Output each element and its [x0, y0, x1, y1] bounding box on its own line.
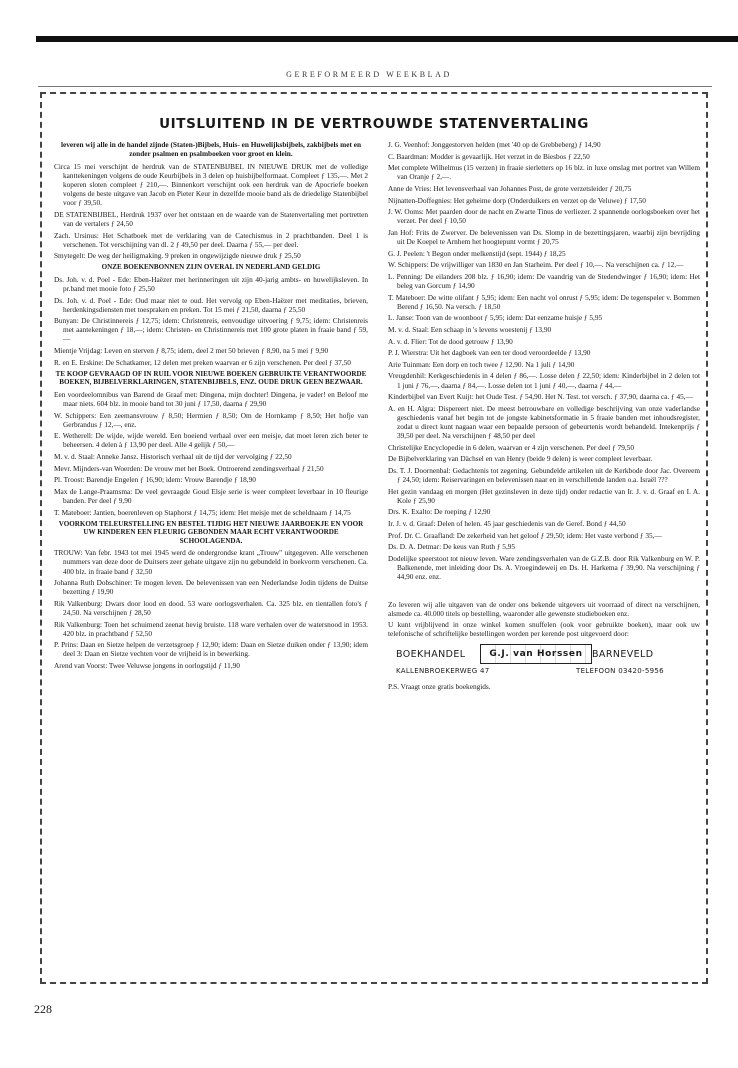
book-listing: Kinderbijbel van Evert Kuijt: het Oude Test. ƒ 54,90. Het N. Test. tot versch. ƒ 37,90, daarna ca. ƒ 45,—	[388, 392, 693, 402]
top-rule	[36, 36, 738, 42]
book-listing: Johanna Ruth Dobschiner: Te mogen leven. De belevenissen van een Nederlandse Jodin tijdens de Duitse bezetting ƒ 19,90	[54, 578, 368, 597]
book-listing: Het gezin vandaag en morgen (Het gezinsleven in deze tijd) onder redactie van Ir. J. v. d. Graaf en I. A. Kole ƒ 25,90	[388, 486, 700, 505]
book-listing: Pl. Troost: Barendje Engelen ƒ 16,90; idem: Vrouw Barendje ƒ 18,90	[54, 475, 256, 485]
page-number: 228	[34, 1002, 52, 1016]
book-listing: Ds. Joh. v. d. Poel - Ede: Oud maar niet te oud. Het vervolg op Eben-Haëzer met meditaties, brieven, herdenkingsdiensten met toespraken en preken. Tot 15 mei ƒ 21,50, daarna ƒ 25,50	[54, 295, 368, 314]
book-listing: L. Janse: Toon van de woonboot ƒ 5,95; idem: Dat eenzame huisje ƒ 5,95	[388, 313, 603, 323]
shop-address-line	[388, 667, 700, 678]
book-listing: Circa 15 mei verschijnt de herdruk van de STATENBIJBEL IN NIEUWE DRUK met de volledige kanttekeningen volgens de oude Keurbijbels in 3 delen op huisbijbelformaat. Compleet ƒ 135,—. Met 2 koperen sloten compleet ƒ 210,—. Binnenkort verschijnt ook een herdruk van de Apocriefe boeken volgens de beste uitgave van Jacob en Pieter Keur in dezelfde mooie band als de driedelige Statenbijbel voor ƒ 39,50.	[54, 162, 368, 208]
book-listing: Nijnatten-Doffegnies: Het geheime dorp (Onderduikers en verzet op de Veluwe) ƒ 17,50	[388, 195, 646, 205]
closing-paragraph: Zo leveren wij alle uitgaven van de onder ons bekende uitgevers uit voorraad of direct na verschijnen, alsmede ca. 40.000 titels op bestelling, waaronder alle gewenste studieboeken enz.	[388, 599, 700, 618]
book-listing: Max de Lange-Praamsma: De veel gevraagde Goud Elsje serie is weer compleet leverbaar in 10 fleurige banden. Per deel ƒ 9,90	[54, 486, 368, 505]
section-heading: VOORKOM TELEURSTELLING EN BESTEL TIJDIG HET NIEUWE JAARBOEKJE EN VOOR UW KINDEREN EEN FLEURIG GEBONDEN MAAR ECHT VERANTWOORDE SCHOOLAGENDA.	[58, 519, 364, 545]
section-heading: TE KOOP GEVRAAGD OF IN RUIL VOOR NIEUWE BOEKEN GEBRUIKTE VERANTWOORDE BOEKEN, BIJBELVERKLARINGEN, STATENBIJBELS, ENZ. OUDE DRUK GEEN BEZWAAR.	[55, 369, 367, 387]
book-listing: M. v. d. Staal: Anneke Jansz. Historisch verhaal uit de tijd der vervolging ƒ 22,50	[54, 451, 292, 461]
shop-stamp	[388, 644, 700, 666]
book-listing: Ds. T. J. Doornenbal: Gedachtenis tot zegening. Gebundelde artikelen uit de Kerkbode door Jac. Overeem ƒ 24,50; idem: Reiservaringen en belevenissen naar en in verschillende landen o.a. Israël ???	[388, 465, 700, 484]
book-listing: Vreugdenhil: Kerkgeschiedenis in 4 delen ƒ 86,—. Losse delen ƒ 22,50; idem: Kinderbijbel in 2 delen tot 1 juni ƒ 76,—, daarna ƒ 84,—. Losse delen tot 1 juni ƒ 40,—, daarna ƒ 44,—	[388, 371, 700, 390]
book-listing: Prof. Dr. C. Graafland: De zekerheid van het geloof ƒ 29,50; idem: Het vaste verbond ƒ 35,—	[388, 530, 662, 540]
right-column	[388, 140, 700, 694]
shop-phone: TELEFOON 03420-5956	[576, 667, 664, 676]
left-column	[54, 140, 368, 673]
book-listing: Zach. Ursinus: Het Schatboek met de verklaring van de Catechismus in 2 prachtbanden. Deel 1 is verschenen. Tot verschijning van dl. 2 ƒ 49,50 per deel. Daarna ƒ 55,— per deel.	[54, 230, 368, 249]
book-listing: T. Mateboer: De witte olifant ƒ 5,95; idem: Een nacht vol onrust ƒ 5,95; idem: De tegenspeler v. Bommen Berend ƒ 16,50. Na versch. ƒ 18,50	[388, 292, 700, 311]
closing-paragraph: U kunt vrijblijvend in onze winkel komen snuffelen (ook voor gebruikte boeken), maar ook uw telefonische of schriftelijke bestellingen worden per kerende post uitgevoerd door:	[388, 620, 700, 639]
book-listing: Een voordeelomnibus van Barend de Graaf met: Dingena, mijn dochter! Dingena, je vader! en Beloof me maar niets. 604 blz. in mooie band tot 30 juni ƒ 17,50, daarna ƒ 29,90	[54, 389, 368, 408]
advert-headline: UITSLUITEND IN DE VERTROUWDE STATENVERTALING	[159, 116, 589, 132]
book-listing: W. Schippers: De vrijwilliger van 1830 en Jan Starheim. Per deel ƒ 10,—. Na verschijnen ca. ƒ 12,—	[388, 260, 684, 270]
postscript: P.S. Vraagt onze gratis boekengids.	[388, 682, 491, 692]
book-listing: R. en E. Erskine: De Schatkamer, 12 delen met preken waarvan er 6 zijn verschenen. Per deel ƒ 37,50	[54, 357, 351, 367]
shop-logo: G.J. van Horssen	[480, 644, 592, 664]
book-listing: P. J. Wierstra: Uit het dagboek van een ter dood veroordeelde ƒ 13,90	[388, 348, 591, 358]
book-listing: Ir. J. v. d. Graaf: Delen of helen. 45 jaar geschiedenis van de Geref. Bond ƒ 44,50	[388, 518, 626, 528]
book-listing: Met complete Wilhelmus (15 verzen) in fraaie sierletters op 16 blz. in luxe omslag met portret van Willem van Oranje ƒ 2,—.	[388, 163, 700, 182]
book-listing: W. Schippers: Een zeemansvrouw ƒ 8,50; Hermien ƒ 8,50; Om de Hornkamp ƒ 8,50; Het hofje van Gerbrandus ƒ 12,—, enz.	[54, 410, 368, 429]
book-listing: M. v. d. Staal: Een schaap in 's levens woestenij ƒ 13,90	[388, 324, 552, 334]
book-listing: Ds. Joh. v. d. Poel - Ede: Eben-Haëzer met herinneringen uit zijn 40-jarig ambts- en huwelijksleven. In pr.band met mooie foto ƒ 25,50	[54, 274, 368, 293]
section-heading: ONZE BOEKENBONNEN ZIJN OVERAL IN NEDERLAND GELDIG	[101, 263, 321, 272]
book-listing: Arie Tuinman: Een dorp en toch twee ƒ 12,90. Na 1 juli ƒ 14,90	[388, 359, 575, 369]
book-listing: T. Mateboer: Jantien, boerenleven op Staphorst ƒ 14,75; idem: Het meisje met de scheldnaam ƒ 14,75	[54, 507, 351, 517]
book-listing: Mientje Vrijdag: Leven en sterven ƒ 8,75; idem, deel 2 met 50 brieven ƒ 8,90, na 5 mei ƒ 9,90	[54, 346, 329, 356]
book-listing: Rik Valkenburg: Dwars door lood en dood. 53 ware oorlogsverhalen. Ca. 325 blz. en tientallen foto's ƒ 24,50. Na verschijnen ƒ 28,50	[54, 598, 368, 617]
book-listing: Anne de Vries: Het levensverhaal van Johannes Post, de grote verzetsleider ƒ 20,75	[388, 183, 632, 193]
book-listing: P. Prins: Daan en Sietze helpen de verzetsgroep ƒ 12,90; idem: Daan en Sietze duiken onder ƒ 13,90; idem deel 3: Daan en Sietze vechten voor de vrijheid is in bewerking.	[54, 640, 368, 659]
book-listing: J. W. Ooms: Met paarden door de nacht en Zwarte Tinus de verliezer. 2 spannende oorlogsboeken over het verzet. Per deel ƒ 10,50	[388, 207, 700, 226]
book-listing: A. en H. Algra: Dispereert niet. De meest betrouwbare en volledige beschrijving van onze vaderlandse geschiedenis vanaf het begin tot de jongste kabinetsformatie in 5 fraaie banden met inhoudsregister, zodat u direct kunt nagaan waar een bepaalde persoon of gebeurtenis wordt behandeld. Intekenprijs ƒ 39,50 per deel. Na verschijnen ƒ 48,50 per deel	[388, 403, 700, 440]
book-listing: TROUW: Van febr. 1943 tot mei 1945 werd de ondergrondse krant „Trouw" uitgegeven. Alle verschenen nummers van deze door de Duitsers zeer gehate uitgave zijn nu gebundeld in boekvorm verschenen. Ca. 400 blz. in fraaie band ƒ 32,50	[54, 548, 368, 576]
book-listing: E. Wetherell: De wijde, wijde wereld. Een boeiend verhaal over een meisje, dat moet leren zich beter te beheersen. 4 delen à ƒ 13,90 per deel. Alle 4 gelijk ƒ 50,—	[54, 431, 368, 450]
shop-label: BOEKHANDEL	[396, 649, 466, 661]
book-listing: Jan Hof: Frits de Zwerver. De belevenissen van Ds. Slomp in de bezettingsjaren, waarbij zijn bevrijding uit De Koepel te Arnhem het hoogtepunt vormt ƒ 20,75	[388, 227, 700, 246]
book-listing: G. J. Peelen: 't Begon onder melkenstijd (sept. 1944) ƒ 18,25	[388, 248, 566, 258]
book-listing: A. v. d. Flier: Tot de dood getrouw ƒ 13,90	[388, 336, 513, 346]
magazine-header: GEREFORMEERD WEEKBLAD	[286, 70, 452, 79]
book-listing: Rik Valkenburg: Toen het schuimend zeenat hevig bruiste. 118 ware verhalen over de watersnood in 1953. 420 blz. in prachtband ƒ 52,50	[54, 619, 368, 638]
shop-address: KALLENBROEKERWEG 47	[396, 667, 490, 676]
book-listing: Smytegelt: De weg der heiligmaking. 9 preken in ongewijzigde nieuwe druk ƒ 25,50	[54, 251, 301, 261]
book-listing: C. Baardman: Modder is gevaarlijk. Het verzet in de Biesbos ƒ 22,50	[388, 151, 590, 161]
book-listing: Bunyan: De Christinnereis ƒ 12,75; idem: Christenreis, eenvoudige uitvoering ƒ 9,75; idem: Christenreis met aantekeningen ƒ 18,—; idem: Christen- en Christinnereis met 100 grote platen in fraaie band ƒ 59,—	[54, 316, 368, 344]
book-listing: L. Penning: De eilanders 208 blz. ƒ 16,90; idem: De vaandrig van de Stedendwinger ƒ 16,90; idem: Het beleg van Gorcum ƒ 14,90	[388, 271, 700, 290]
book-listing: De Bijbelverklaring van Dächsel en van Henry (beide 9 delen) is weer compleet leverbaar.	[388, 454, 653, 464]
shop-town: BARNEVELD	[592, 649, 654, 661]
book-listing: Dodelijke speerstoot tot nieuw leven. Ware zendingsverhalen van de G.Z.B. door Rik Valkenburg en W. P. Balkenende, met inleiding door Ds. A. Vroegindeweij en Ds. H. Harkema ƒ 39,90. Na verschijning ƒ 44,90 enz. enz.	[388, 553, 700, 581]
book-listing: Arend van Voorst: Twee Veluwse jongens in oorlogstijd ƒ 11,90	[54, 660, 240, 670]
book-listing: Ds. D. A. Detmar: De keus van Ruth ƒ 5,95	[388, 542, 516, 552]
book-listing: Mevr. Mijnders-van Woerden: De vrouw met het Boek. Ontroerend zendingsverhaal ƒ 21,50	[54, 463, 324, 473]
book-listing: Christelijke Encyclopedie in 6 delen, waarvan er 4 zijn verschenen. Per deel ƒ 79,50	[388, 442, 634, 452]
book-listing: J. G. Veenhof: Jonggestorven helden (met '40 op de Grebbeberg) ƒ 14,90	[388, 140, 601, 149]
header-rule	[38, 86, 712, 87]
book-listing: Drs. K. Exalto: De roeping ƒ 12,90	[388, 507, 491, 517]
book-listing: DE STATENBIJBEL, Herdruk 1937 over het ontstaan en de waarde van de Statenvertaling met portretten van de vertalers ƒ 24,50	[54, 209, 368, 228]
intro-text: leveren wij alle in de handel zijnde (Staten-)Bijbels, Huis- en Huwelijksbijbels, zakbijbels met en zonder psalmen en psalmboeken voor groot en klein.	[60, 140, 362, 159]
